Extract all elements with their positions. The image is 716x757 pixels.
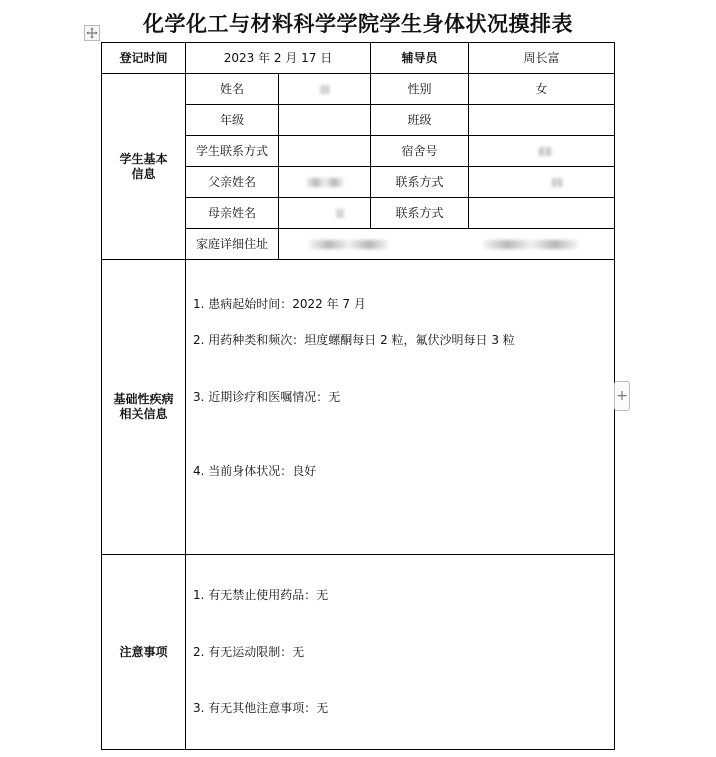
class-label: 班级 [371, 105, 469, 136]
disease-item-medication: 2. 用药种类和频次：坦度螺酮每日 2 粒，氟伏沙明每日 3 粒 [193, 333, 515, 347]
notes-item-exercise: 2. 有无运动限制：无 [193, 645, 305, 659]
gender-value[interactable]: 女 [469, 74, 615, 105]
disease-section-label [102, 260, 186, 555]
notes-item-other: 3. 有无其他注意事项：无 [193, 701, 329, 715]
reg-time-label: 登记时间 [102, 43, 186, 74]
redacted-dorm [538, 147, 552, 156]
counselor-label: 辅导员 [371, 43, 469, 74]
disease-label-line1: 基础性疾病 [113, 392, 174, 406]
name-label: 姓名 [186, 74, 279, 105]
disease-item-onset: 1. 患病起始时间：2022 年 7 月 [193, 297, 366, 311]
status-form-table [101, 42, 615, 750]
class-value[interactable] [469, 105, 615, 136]
father-name-label: 父亲姓名 [186, 167, 279, 198]
disease-item-treatment: 3. 近期诊疗和医嘱情况：无 [193, 390, 341, 404]
gender-label: 性别 [371, 74, 469, 105]
notes-item-drugs: 1. 有无禁止使用药品：无 [193, 588, 329, 602]
redacted-name [320, 85, 330, 94]
basic-info-label-line1: 学生基本 [119, 151, 168, 166]
father-name-value[interactable] [279, 167, 371, 198]
mother-name-label: 母亲姓名 [186, 198, 279, 229]
address-value[interactable] [279, 229, 615, 260]
disease-label-line2: 相关信息 [119, 407, 168, 421]
father-contact-value[interactable] [469, 167, 615, 198]
header-row [102, 43, 615, 74]
grade-value[interactable] [279, 105, 371, 136]
basic-info-label-line2: 信息 [131, 166, 156, 181]
reg-time-value[interactable]: 2023 年 2 月 17 日 [186, 43, 371, 74]
notes-cell[interactable] [186, 555, 615, 750]
plus-icon: + [616, 388, 628, 404]
basic-info-section-label [102, 74, 186, 260]
dorm-label: 宿舍号 [371, 136, 469, 167]
add-row-button[interactable] [614, 381, 630, 411]
redacted-mother-name [336, 209, 344, 218]
dorm-value[interactable] [469, 136, 615, 167]
father-contact-label: 联系方式 [371, 167, 469, 198]
notes-row [102, 555, 615, 750]
counselor-value[interactable]: 周长富 [469, 43, 615, 74]
disease-info-cell[interactable] [186, 260, 615, 555]
name-value[interactable] [279, 74, 371, 105]
redacted-address-part1 [309, 240, 389, 249]
mother-name-value[interactable] [279, 198, 371, 229]
student-contact-label: 学生联系方式 [186, 136, 279, 167]
grade-label: 年级 [186, 105, 279, 136]
disease-item-condition: 4. 当前身体状况：良好 [193, 464, 317, 478]
disease-row [102, 260, 615, 555]
address-label: 家庭详细住址 [186, 229, 279, 260]
page-title: 化学化工与材料科学学院学生身体状况摸排表 [143, 11, 573, 36]
redacted-father-contact [551, 178, 563, 187]
mother-contact-label: 联系方式 [371, 198, 469, 229]
mother-contact-value[interactable] [469, 198, 615, 229]
notes-section-label: 注意事项 [102, 555, 186, 750]
name-row [102, 74, 615, 105]
redacted-address-part2 [483, 240, 579, 249]
redacted-father-name [306, 178, 344, 187]
student-contact-value[interactable] [279, 136, 371, 167]
